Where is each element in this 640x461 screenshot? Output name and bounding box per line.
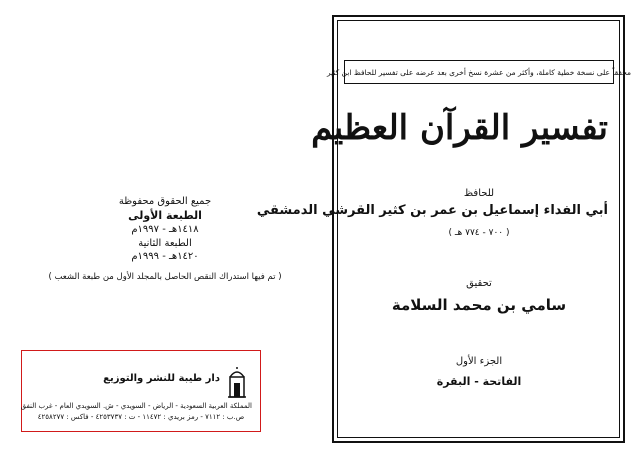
second-edition: الطبعة الثانية [138, 237, 192, 249]
banner-text: محققاً على نسخة خطية كاملة، وأكثر من عشرة نسخ أخرى بعد عرضه على تفسير للحافظ ابن كثير [326, 67, 632, 77]
second-edition-date: ١٤٢٠هـ - ١٩٩٩م [131, 251, 199, 263]
lil-hafiz-label: للحافظ [463, 188, 495, 199]
tahqiq-label: تحقيق [466, 278, 492, 289]
publisher-address-line1: المملكة العربية السعودية - الرياض - السويدي - ش. السويدي العام - غرب النفق [20, 402, 252, 410]
publisher-address-line2: ص.ب : ٧١١٢ - رمز بريدي : ١١٤٧٢ - ت : ٤٢٥٣٧٣٧ - فاكس : ٤٢٥٨٢٧٧ [37, 412, 245, 421]
volume-label: الجزء الأول [455, 356, 503, 367]
publisher-logo-icon [226, 367, 248, 399]
first-edition: الطبعة الأولى [128, 208, 202, 222]
edition-note: ( تم فيها استدراك النقص الحاصل بالمجلد الأول من طبعة الشعب ) [48, 271, 282, 282]
first-edition-date: ١٤١٨هـ - ١٩٩٧م [131, 224, 199, 236]
surahs-label: الفاتحة - البقرة [436, 375, 522, 388]
banner [326, 60, 632, 84]
publisher-name: دار طيبة للنشر والتوزيع [103, 373, 220, 384]
publisher-box [21, 350, 261, 432]
book-title: تفسير القرآن العظيم [311, 108, 608, 148]
rights-reserved: جميع الحقوق محفوظة [118, 196, 212, 207]
publisher-address [20, 401, 252, 422]
right-page [256, 0, 640, 461]
author-name: أبي الفداء إسماعيل بن عمر بن كثير القرشي الدمشقي [256, 203, 608, 218]
author-dates: ( ٧٠٠ - ٧٧٤ هـ ) [448, 228, 510, 238]
editor-name: سامي بن محمد السلامة [391, 296, 567, 314]
